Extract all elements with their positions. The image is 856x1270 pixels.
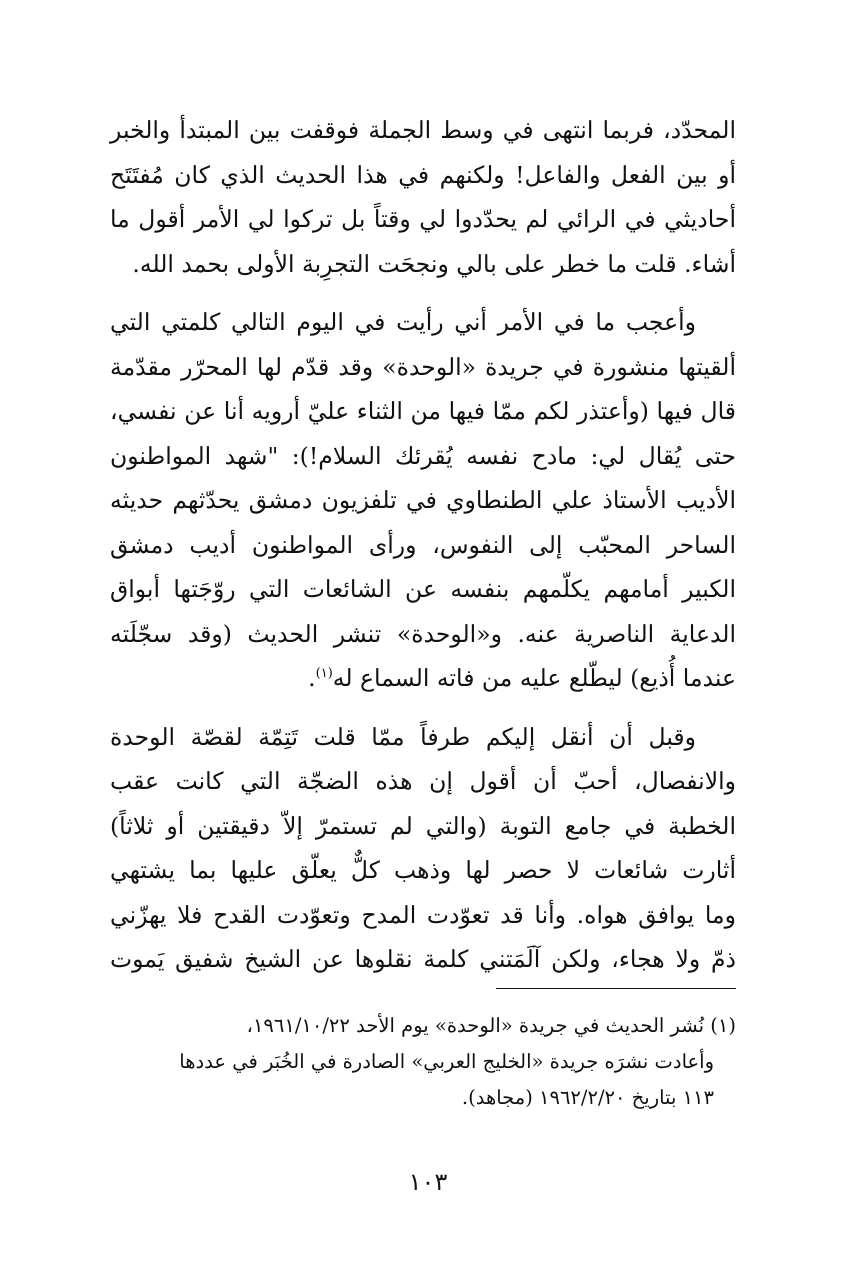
footnote-marker[interactable]: (١) — [315, 666, 333, 682]
paragraph-1 — [110, 108, 736, 286]
paragraph-line: أو بين الفعل والفاعل! ولكنهم في هذا الحديث الذي كان مُفتَتَح — [110, 160, 736, 189]
footnote-line: ١١٣ بتاريخ ١٩٦٢/٢/٢٠ (مجاهد). — [461, 1086, 714, 1109]
paragraph-line: حتى يُقال لي: مادح نفسه يُقرئك السلام!): "شهد المواطنون — [110, 441, 736, 470]
paragraph-line: قال فيها (وأعتذر لكم ممّا فيها من الثناء عليّ أرويه أنا عن نفسي، — [110, 397, 736, 425]
paragraph-line: وما يوافق هواه. وأنا قد تعوّدت المدح وتعوّدت القدح فلا يهزّني — [110, 900, 736, 929]
footnote-line: وأعادت نشرَه جريدة «الخليج العربي» الصادرة في الخُبَر في عددها — [179, 1050, 714, 1073]
paragraph-line-text: عندما أُذيع) ليطّلع عليه من فاته السماع له — [332, 664, 736, 692]
closing-punctuation: . — [308, 664, 316, 692]
paragraph-2 — [110, 300, 736, 701]
paragraph-line: أشاء. قلت ما خطر على بالي ونجحَت التجرِبة الأولى بحمد الله. — [132, 249, 736, 278]
paragraph-line: وقبل أن أنقل إليكم طرفاً ممّا قلت تَتِمّة لقصّة الوحدة — [110, 722, 696, 751]
paragraph-line: ذمّ ولا هجاء، ولكن آلَمَتني كلمة نقلوها عن الشيخ شفيق يَموت — [110, 945, 736, 973]
paragraph-line: الدعاية الناصرية عنه. و«الوحدة» تنشر الحديث (وقد سجّلَته — [110, 619, 736, 648]
paragraph-line: أثارت شائعات لا حصر لها وذهب كلٌّ يعلّق عليها بما يشتهي — [110, 856, 736, 884]
paragraph-line: الأديب الأستاذ علي الطنطاوي في تلفزيون دمشق يحدّثهم حديثه — [110, 486, 736, 514]
footnote-line: (١) نُشر الحديث في جريدة «الوحدة» يوم الأحد ١٩٦١/١٠/٢٢، — [246, 1014, 736, 1037]
paragraph-line-with-footnote — [110, 656, 736, 701]
paragraph-line: والانفصال، أحبّ أن أقول إن هذه الضجّة التي كانت عقب — [110, 767, 736, 795]
paragraph-3 — [110, 715, 736, 982]
paragraph-line: المحدّد، فربما انتهى في وسط الجملة فوقفت بين المبتدأ والخبر — [110, 116, 736, 144]
paragraph-line: ألقيتها منشورة في جريدة «الوحدة» وقد قدّم لها المحرّر مقدّمة — [110, 352, 736, 381]
paragraph-line: الخطبة في جامع التوبة (والتي لم تستمرّ إلاّ دقيقتين أو ثلاثاً) — [110, 811, 736, 840]
paragraph-line: أحاديثي في الرائي لم يحدّدوا لي وقتاً بل تركوا لي الأمر أقول ما — [110, 205, 736, 233]
paragraph-line: وأعجب ما في الأمر أني رأيت في اليوم التالي كلمتي التي — [110, 308, 696, 336]
paragraph-line: الساحر المحبّب إلى النفوس، ورأى المواطنون أديب دمشق — [110, 530, 736, 559]
page-number: ١٠٣ — [408, 1168, 448, 1196]
page-body — [110, 108, 736, 1109]
footnotes — [110, 1008, 736, 1116]
footnote-divider — [496, 988, 736, 989]
paragraph-line: الكبير أمامهم يكلّمهم بنفسه عن الشائعات التي روّجَتها أبواق — [110, 575, 736, 603]
